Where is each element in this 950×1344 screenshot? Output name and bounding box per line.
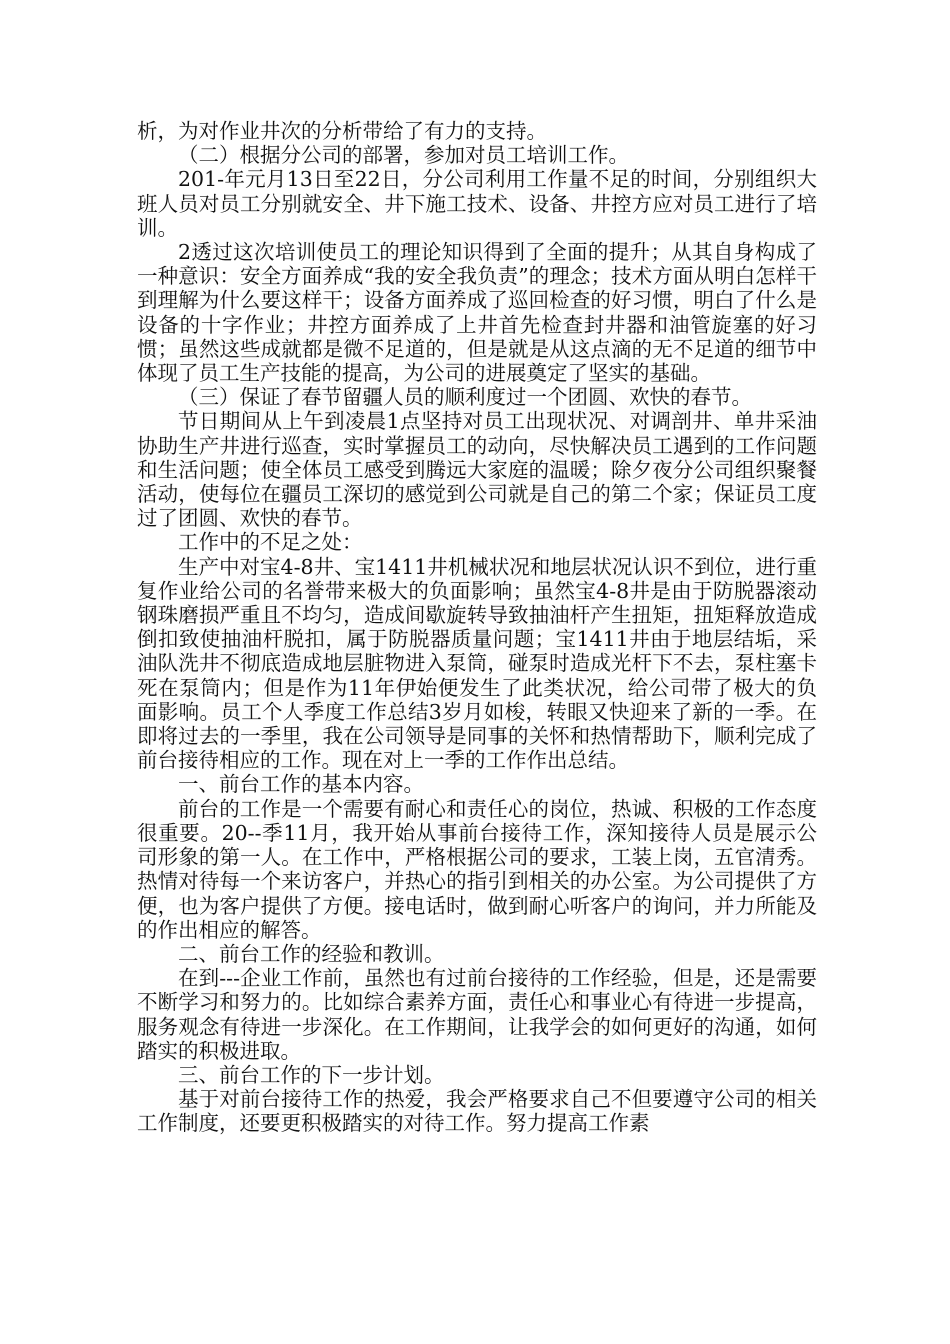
paragraph-shortcomings: 生产中对宝4-8井、宝1411井机械状况和地层状况认识不到位，进行重复作业给公司的名誉带来极大的负面影响；虽然宝4-8井是由于防脱器滚动钢珠磨损严重且不均匀，造成间歇旋转导致抽油杆产生扭矩，扭矩释放造成倒扣致使抽油杆脱扣，属于防脱器质量问题；宝1411井由于地层结垢，采油队洗井不彻底造成地层脏物进入泵筒，碰泵时造成光杆下不去，泵柱塞卡死在泵筒内；但是作为11年伊始便发生了此类状况，给公司带了极大的负面影响。员工个人季度工作总结3岁月如梭，转眼又快迎来了新的一季。在即将过去的一季里，我在公司领导是同事的关怀和热情帮助下，顺利完成了前台接待相应的工作。现在对上一季的工作作出总结。 (137, 554, 817, 773)
paragraph-training-results: 2透过这次培训使员工的理论知识得到了全面的提升；从其自身构成了一种意识：安全方面养成“我的安全我负责”的理念；技术方面从明白怎样干到理解为什么要这样干；设备方面养成了巡回检查的好习惯，明白了什么是设备的十字作业；井控方面养成了上井首先检查封井器和油管旋塞的好习惯；虽然这些成就都是微不足道的，但是就是从这点滴的无不足道的细节中体现了员工生产技能的提高，为公司的进展奠定了坚实的基础。 (137, 240, 817, 386)
paragraph-training-dates: 201-年元月13日至22日，分公司利用工作量不足的时间，分别组织大班人员对员工分别就安全、井下施工技术、设备、井控方应对员工进行了培训。 (137, 167, 817, 240)
section-heading-frontdesk-basics: 一、前台工作的基本内容。 (178, 772, 424, 797)
paragraph-holiday-care: 节日期间从上午到凌晨1点坚持对员工出现状况、对调剖井、单井采油协助生产井进行巡查，实时掌握员工的动向，尽快解决员工遇到的工作问题和生活问题；使全体员工感受到腾远大家庭的温暖；除夕夜分公司组织聚餐活动，使每位在疆员工深切的感觉到公司就是自己的第二个家；保证员工度过了团圆、欢快的春节。 (137, 409, 817, 531)
document-body (137, 119, 817, 1136)
paragraph-frontdesk-basics: 前台的工作是一个需要有耐心和责任心的岗位，热诚、积极的工作态度很重要。20--季11月，我开始从事前台接待工作，深知接待人员是展示公司形象的第一人。在工作中，严格根据公司的要求，工装上岗，五官清秀。热情对待每一个来访客户，并热心的指引到相关的办公室。为公司提供了方便，也为客户提供了方便。接电话时，做到耐心听客户的询问，并力所能及的作出相应的解答。 (137, 796, 817, 942)
section-heading-experience: 二、前台工作的经验和教训。 (178, 941, 445, 966)
paragraph-experience: 在到---企业工作前，虽然也有过前台接待的工作经验，但是，还是需要不断学习和努力的。比如综合素养方面，责任心和事业心有待进一步提高，服务观念有待进一步深化。在工作期间，让我学会的如何更好的沟通，如何踏实的积极进取。 (137, 966, 817, 1063)
section-heading-training: （二）根据分公司的部署，参加对员工培训工作。 (178, 143, 629, 168)
paragraph-continuation: 析，为对作业井次的分析带给了有力的支持。 (137, 119, 547, 143)
section-heading-shortcomings: 工作中的不足之处： (178, 530, 363, 555)
paragraph-next-plan: 基于对前台接待工作的热爱，我会严格要求自己不但要遵守公司的相关工作制度，还要更积极踏实的对待工作。努力提高工作素 (137, 1087, 817, 1136)
section-heading-next-plan: 三、前台工作的下一步计划。 (178, 1062, 445, 1087)
section-heading-spring-festival: （三）保证了春节留疆人员的顺利度过一个团圆、欢快的春节。 (178, 385, 752, 410)
